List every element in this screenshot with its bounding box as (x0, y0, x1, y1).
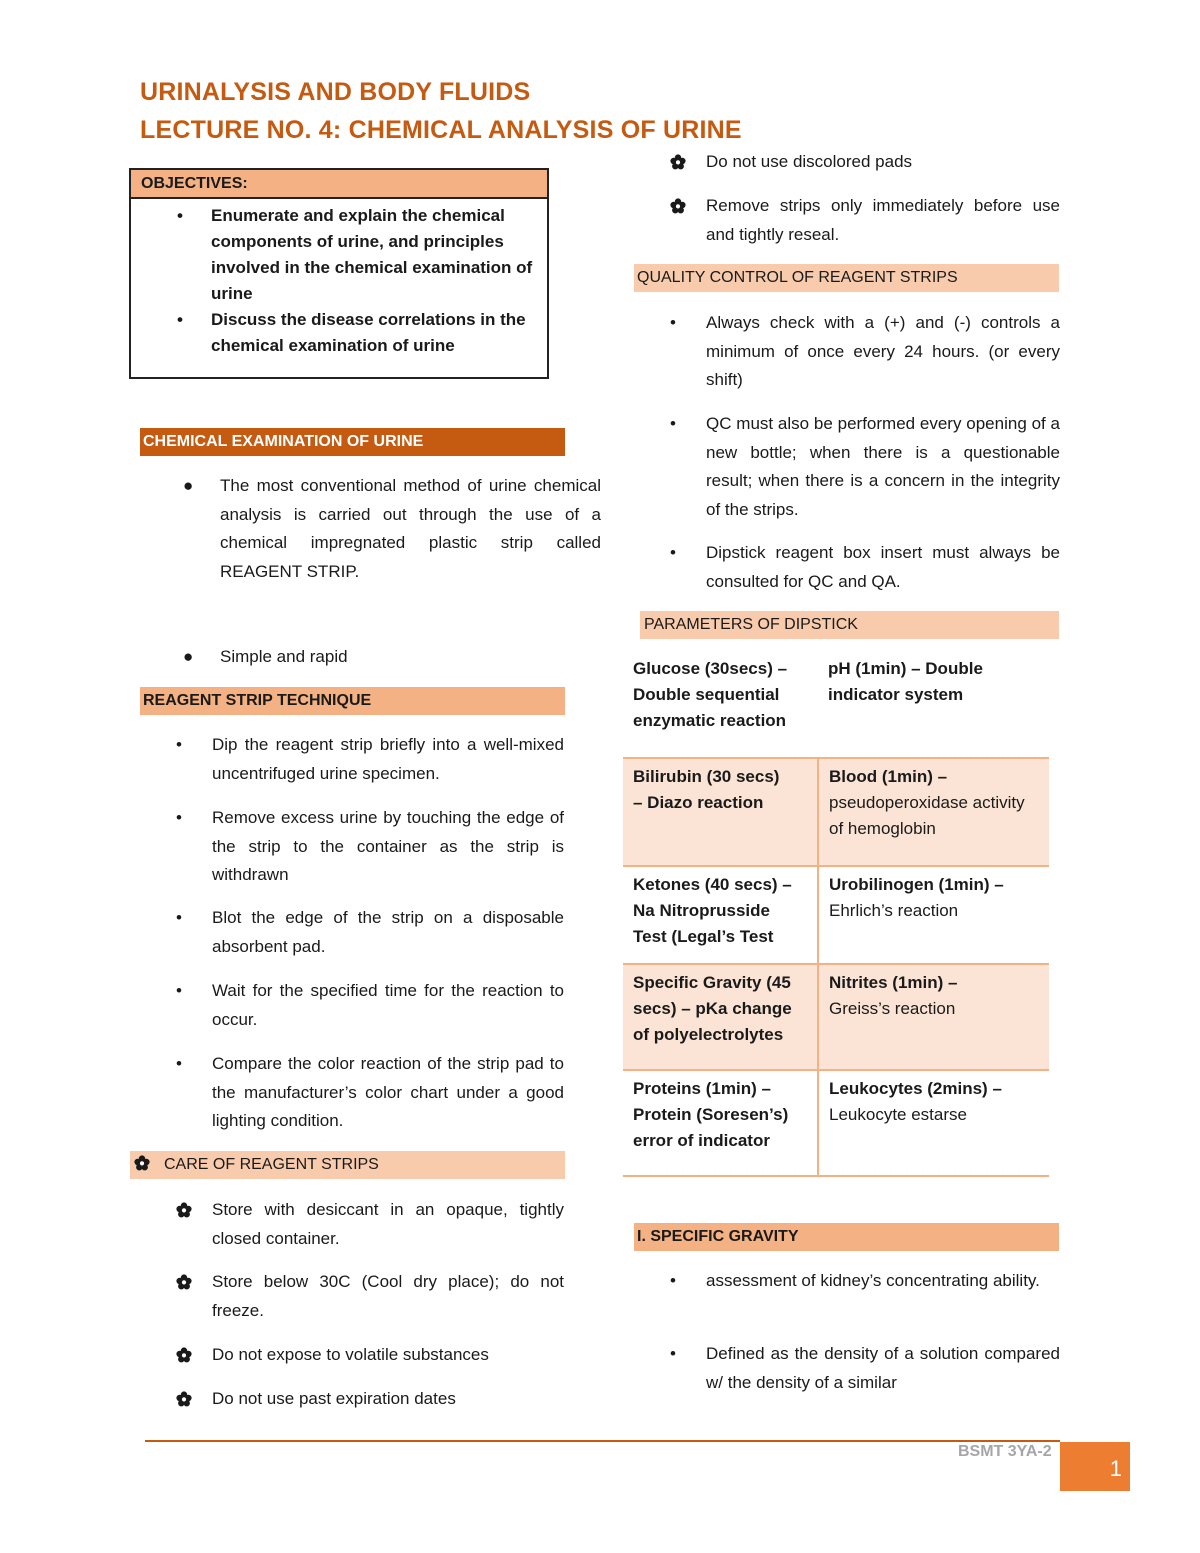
table-cell: Ketones (40 secs) – Na Nitroprusside Test (Legal’s Test (623, 866, 818, 964)
bullet-icon: • (670, 1344, 676, 1363)
bullet-icon: • (176, 1054, 182, 1073)
objectives-box (129, 168, 549, 379)
table-row (623, 866, 1049, 964)
flower-bullet-icon (176, 1274, 192, 1290)
bullet-icon: • (176, 908, 182, 927)
lecture-title: LECTURE NO. 4: CHEMICAL ANALYSIS OF URINE (140, 116, 742, 144)
bullet-icon: ● (183, 647, 194, 666)
list-item: • assessment of kidney’s concentrating ability. (670, 1267, 1060, 1296)
bullet-icon: • (670, 313, 676, 332)
table-row (623, 758, 1049, 866)
flower-bullet-icon (670, 154, 686, 170)
page-number: 1 (1060, 1442, 1130, 1491)
objectives-list (131, 199, 547, 359)
table-cell: Glucose (30secs) – Double sequential enzymatic reaction (633, 659, 788, 730)
document-title: URINALYSIS AND BODY FLUIDS (140, 78, 531, 106)
list-item: • Blot the edge of the strip on a disposable absorbent pad. (176, 904, 564, 961)
list-item: ● Simple and rapid (183, 643, 601, 672)
list-item: • Remove excess urine by touching the edge of the strip to the container as the strip is withdrawn (176, 804, 564, 890)
bullet-icon: • (176, 735, 182, 754)
list-item: • Dip the reagent strip briefly into a well-mixed uncentrifuged urine specimen. (176, 731, 564, 788)
section-heading-chemical-exam: CHEMICAL EXAMINATION OF URINE (140, 428, 565, 456)
list-item: ● The most conventional method of urine chemical analysis is carried out through the use of a chemical impregnated plastic strip called REAGENT STRIP. (183, 472, 601, 586)
table-cell: Nitrites (1min) – Greiss’s reaction (818, 964, 1049, 1070)
flower-bullet-icon (176, 1391, 192, 1407)
table-cell: Specific Gravity (45 secs) – pKa change of polyelectrolytes (623, 964, 818, 1070)
section-heading-specific-gravity: I. SPECIFIC GRAVITY (634, 1223, 1059, 1251)
list-item: Store with desiccant in an opaque, tightly closed container. (176, 1196, 564, 1253)
list-item: • Defined as the density of a solution compared w/ the density of a similar (670, 1340, 1060, 1397)
bullet-icon: • (176, 981, 182, 1000)
list-item: Do not expose to volatile substances (176, 1341, 564, 1370)
section-heading-care: CARE OF REAGENT STRIPS (130, 1151, 565, 1179)
flower-bullet-icon (176, 1202, 192, 1218)
section-heading-technique: REAGENT STRIP TECHNIQUE (140, 687, 565, 715)
table-cell: Leukocytes (2mins) – Leukocyte estarse (818, 1070, 1049, 1176)
bullet-icon: • (670, 414, 676, 433)
flower-bullet-icon (176, 1347, 192, 1363)
table-cell: Proteins (1min) – Protein (Soresen’s) error of indicator (623, 1070, 818, 1176)
list-item: • Wait for the specified time for the reaction to occur. (176, 977, 564, 1034)
table-row (623, 1070, 1049, 1176)
flower-bullet-icon (134, 1155, 150, 1171)
objective-item: • Enumerate and explain the chemical components of urine, and principles involved in the chemical examination of urine (131, 203, 537, 307)
bullet-icon: • (670, 543, 676, 562)
parameters-table (623, 650, 1049, 1177)
flower-bullet-icon (670, 198, 686, 214)
footer-label: BSMT 3YA-2 (958, 1443, 1052, 1460)
list-item: • Compare the color reaction of the strip pad to the manufacturer’s color chart under a good lighting condition. (176, 1050, 564, 1136)
list-item: • QC must also be performed every opening of a new bottle; when there is a questionable result; when there is a concern in the integrity of the strips. (670, 410, 1060, 524)
table-row (623, 964, 1049, 1070)
table-row (623, 650, 1049, 758)
list-item: • Dipstick reagent box insert must always be consulted for QC and QA. (670, 539, 1060, 596)
list-item: Do not use past expiration dates (176, 1385, 564, 1414)
table-cell: Blood (1min) – pseudoperoxidase activity of hemoglobin (818, 758, 1049, 866)
list-item: Remove strips only immediately before use and tightly reseal. (670, 192, 1060, 249)
objective-item: • Discuss the disease correlations in the chemical examination of urine (131, 307, 537, 359)
table-cell: Bilirubin (30 secs) – Diazo reaction (623, 758, 818, 866)
section-heading-parameters: PARAMETERS OF DIPSTICK (640, 611, 1059, 639)
bullet-icon: • (176, 808, 182, 827)
list-item: Do not use discolored pads (670, 148, 1060, 177)
bullet-icon: ● (183, 476, 194, 495)
table-cell: pH (1min) – Double indicator system (828, 659, 983, 704)
objectives-heading: OBJECTIVES: (131, 170, 547, 199)
footer-divider (145, 1440, 1060, 1442)
table-cell: Urobilinogen (1min) – Ehrlich’s reaction (818, 866, 1049, 964)
list-item: Store below 30C (Cool dry place); do not freeze. (176, 1268, 564, 1325)
bullet-icon: • (670, 1271, 676, 1290)
section-heading-quality-control: QUALITY CONTROL OF REAGENT STRIPS (634, 264, 1059, 292)
list-item: • Always check with a (+) and (-) controls a minimum of once every 24 hours. (or every shift) (670, 309, 1060, 395)
